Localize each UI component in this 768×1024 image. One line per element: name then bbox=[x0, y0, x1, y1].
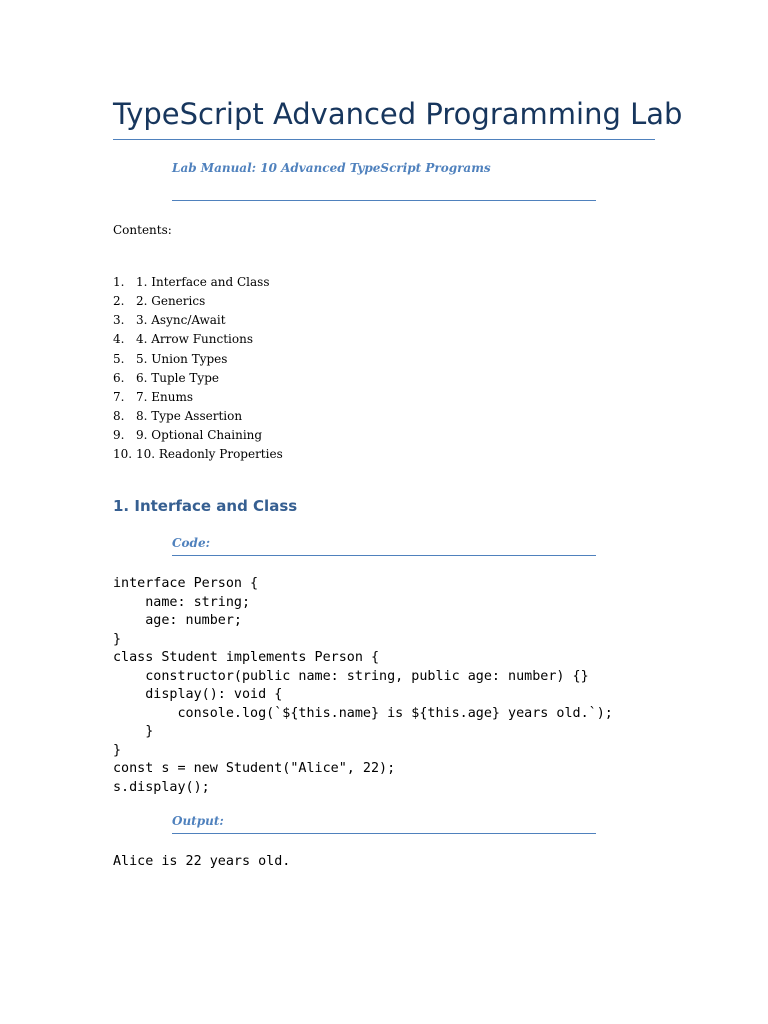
toc-item-number: 7. bbox=[113, 389, 125, 404]
toc-item-number: 10. bbox=[113, 447, 133, 462]
toc-item-number: 1. bbox=[113, 275, 125, 289]
toc-item-number: 9. bbox=[113, 428, 125, 443]
section-heading: 1. Interface and Class bbox=[113, 497, 298, 515]
toc-item-number: 6. bbox=[113, 370, 125, 385]
toc-item-text: 1. Interface and Class bbox=[136, 275, 270, 289]
output-label: Output: bbox=[172, 814, 224, 828]
toc-item-text: 6. Tuple Type bbox=[136, 370, 219, 385]
toc-item-text: 10. Readonly Properties bbox=[136, 447, 283, 462]
toc-item bbox=[113, 292, 283, 311]
code-block: interface Person { name: string; age: number; } class Student implements Person { constructor(public name: string, public age: number) {} display(): void { console.log(`${this.name} is ${this.age} years old.`); } } const s = new Student("Alice", 22); s.display(); bbox=[113, 576, 613, 796]
toc-item bbox=[113, 273, 283, 292]
toc-item-text: 5. Union Types bbox=[136, 351, 228, 366]
toc-item-text: 3. Async/Await bbox=[136, 313, 226, 328]
toc-item bbox=[113, 330, 283, 349]
toc-item-number: 5. bbox=[113, 351, 125, 366]
code-label: Code: bbox=[172, 536, 211, 550]
table-of-contents bbox=[113, 273, 283, 464]
code-label-underline bbox=[172, 555, 596, 556]
document-subtitle: Lab Manual: 10 Advanced TypeScript Programs bbox=[172, 161, 491, 175]
toc-item-number: 2. bbox=[113, 294, 125, 309]
toc-item bbox=[113, 426, 283, 445]
toc-item bbox=[113, 445, 283, 464]
toc-item bbox=[113, 388, 283, 407]
subtitle-underline bbox=[172, 200, 596, 201]
toc-item-text: 7. Enums bbox=[136, 389, 194, 404]
toc-item-number: 8. bbox=[113, 408, 125, 423]
toc-item-text: 9. Optional Chaining bbox=[136, 428, 263, 443]
toc-item bbox=[113, 407, 283, 426]
toc-item bbox=[113, 350, 283, 369]
document-title: TypeScript Advanced Programming Lab bbox=[113, 97, 683, 131]
output-label-underline bbox=[172, 833, 596, 834]
toc-item bbox=[113, 311, 283, 330]
toc-item bbox=[113, 369, 283, 388]
output-block: Alice is 22 years old. bbox=[113, 854, 291, 869]
toc-item-text: 8. Type Assertion bbox=[136, 408, 243, 423]
toc-item-number: 3. bbox=[113, 313, 125, 328]
contents-label: Contents: bbox=[113, 223, 172, 237]
toc-item-text: 4. Arrow Functions bbox=[136, 332, 253, 347]
toc-item-text: 2. Generics bbox=[136, 294, 206, 309]
title-underline bbox=[113, 139, 655, 140]
toc-item-number: 4. bbox=[113, 332, 125, 347]
